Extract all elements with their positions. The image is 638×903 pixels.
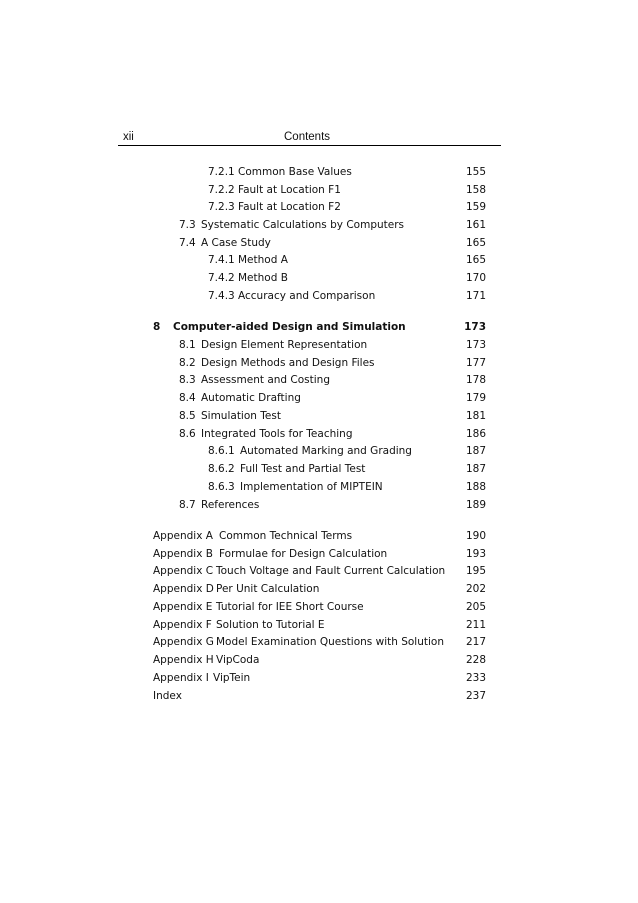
toc-entry-number: 7.4.1 xyxy=(208,254,235,266)
toc-entry-title: Method B xyxy=(238,272,288,284)
toc-entry-number: 8.7 xyxy=(179,499,196,511)
toc-appendix-entry[interactable] xyxy=(0,527,638,545)
toc-entry-title: Design Methods and Design Files xyxy=(201,357,375,369)
toc-appendix-entry[interactable] xyxy=(0,562,638,580)
toc-appendix-label: Appendix G xyxy=(153,636,214,648)
toc-appendix-entry[interactable] xyxy=(0,669,638,687)
toc-entry-title: Simulation Test xyxy=(201,410,281,422)
toc-entry-page: 165 xyxy=(465,254,486,266)
toc-entry-page: 173 xyxy=(464,321,486,333)
toc-entry-page: 173 xyxy=(465,339,486,351)
toc-entry-title: Assessment and Costing xyxy=(201,374,330,386)
toc-entry-page: 202 xyxy=(465,583,486,595)
toc-entry-title: References xyxy=(201,499,260,511)
toc-entry-page: 161 xyxy=(465,219,486,231)
toc-entry-number: 8.2 xyxy=(179,357,196,369)
toc-entry[interactable] xyxy=(0,269,638,287)
toc-appendix-entry[interactable] xyxy=(0,545,638,563)
toc-entry-title: Common Technical Terms xyxy=(219,530,353,542)
toc-entry-title: Implementation of MIPTEIN xyxy=(240,481,383,493)
toc-appendix-label: Appendix A xyxy=(153,530,213,542)
toc-appendix-entry[interactable] xyxy=(0,598,638,616)
toc-entry[interactable] xyxy=(0,354,638,372)
toc-entry-title: Fault at Location F2 xyxy=(238,201,341,213)
toc-chapter-number: 8 xyxy=(153,321,161,333)
toc-entry[interactable] xyxy=(0,460,638,478)
toc-entry-title: Automated Marking and Grading xyxy=(240,445,412,457)
toc-entry-title: Fault at Location F1 xyxy=(238,184,341,196)
toc-entry-page: 193 xyxy=(465,548,486,560)
toc-entry[interactable] xyxy=(0,371,638,389)
toc-entry-page: 181 xyxy=(465,410,486,422)
toc-entry[interactable] xyxy=(0,198,638,216)
toc-appendix-label: Appendix B xyxy=(153,548,213,560)
toc-entry-title: Touch Voltage and Fault Current Calculation xyxy=(216,565,446,577)
toc-entry-page: 179 xyxy=(465,392,486,404)
toc-entry-number: 7.4.2 xyxy=(208,272,235,284)
toc-entry-number: 7.3 xyxy=(179,219,196,231)
toc-index-label: Index xyxy=(153,690,182,702)
toc-entry-page: 165 xyxy=(465,237,486,249)
toc-entry-number: 7.2.1 xyxy=(208,166,235,178)
toc-appendix-entry[interactable] xyxy=(0,580,638,598)
toc-entry-page: 170 xyxy=(465,272,486,284)
toc-appendix-label: Appendix C xyxy=(153,565,214,577)
toc-entry-title: VipCoda xyxy=(216,654,260,666)
toc-entry-title: Method A xyxy=(238,254,288,266)
toc-entry-title: Full Test and Partial Test xyxy=(240,463,366,475)
toc-appendix-label: Appendix I xyxy=(153,672,209,684)
toc-entry-title: Solution to Tutorial E xyxy=(216,619,325,631)
toc-entry-page: 187 xyxy=(465,463,486,475)
toc-entry-page: 217 xyxy=(465,636,486,648)
toc-entry-page: 158 xyxy=(465,184,486,196)
toc-entry-number: 7.2.2 xyxy=(208,184,235,196)
toc-entry[interactable] xyxy=(0,336,638,354)
toc-entry[interactable] xyxy=(0,407,638,425)
toc-entry-number: 8.6.1 xyxy=(208,445,235,457)
toc-entry[interactable] xyxy=(0,287,638,305)
toc-entry[interactable] xyxy=(0,425,638,443)
toc-entry-title: Accuracy and Comparison xyxy=(238,290,376,302)
toc-entry-page: 233 xyxy=(465,672,486,684)
toc-appendix-entry[interactable] xyxy=(0,633,638,651)
toc-entry-title: Integrated Tools for Teaching xyxy=(201,428,353,440)
page-number: xii xyxy=(123,131,134,143)
toc-entry[interactable] xyxy=(0,234,638,252)
toc-entry-page: 177 xyxy=(465,357,486,369)
toc-entry-page: 178 xyxy=(465,374,486,386)
toc-entry-page: 171 xyxy=(465,290,486,302)
toc-chapter-entry[interactable] xyxy=(0,318,638,336)
toc-appendix-label: Appendix D xyxy=(153,583,214,595)
toc-index-entry[interactable] xyxy=(0,687,638,705)
toc-appendix-label: Appendix E xyxy=(153,601,213,613)
toc-entry-number: 7.4.3 xyxy=(208,290,235,302)
toc-entry-page: 205 xyxy=(465,601,486,613)
toc-entry-number: 7.2.3 xyxy=(208,201,235,213)
toc-chapter-title: Computer-aided Design and Simulation xyxy=(173,321,406,333)
toc-entry[interactable] xyxy=(0,442,638,460)
toc-appendix-label: Appendix H xyxy=(153,654,214,666)
toc-entry-page: 155 xyxy=(465,166,486,178)
toc-entry[interactable] xyxy=(0,389,638,407)
toc-entry-title: Systematic Calculations by Computers xyxy=(201,219,405,231)
toc-entry-page: 190 xyxy=(465,530,486,542)
toc-entry-number: 7.4 xyxy=(179,237,196,249)
toc-entry-title: A Case Study xyxy=(201,237,271,249)
toc-entry[interactable] xyxy=(0,181,638,199)
toc-entry-page: 188 xyxy=(465,481,486,493)
toc-entry-number: 8.3 xyxy=(179,374,196,386)
running-header-title: Contents xyxy=(284,131,331,143)
toc-entry-page: 195 xyxy=(465,565,486,577)
toc-entry[interactable] xyxy=(0,478,638,496)
toc-entry-title: Per Unit Calculation xyxy=(216,583,320,595)
toc-entry-title: Common Base Values xyxy=(238,166,352,178)
toc-entry-page: 187 xyxy=(465,445,486,457)
toc-appendix-label: Appendix F xyxy=(153,619,212,631)
toc-entry[interactable] xyxy=(0,216,638,234)
toc-entry-page: 186 xyxy=(465,428,486,440)
toc-entry-page: 237 xyxy=(465,690,486,702)
toc-appendix-entry[interactable] xyxy=(0,651,638,669)
toc-entry-number: 8.4 xyxy=(179,392,196,404)
toc-entry[interactable] xyxy=(0,496,638,514)
toc-entry-page: 228 xyxy=(465,654,486,666)
toc-entry[interactable] xyxy=(0,163,638,181)
toc-entry-title: VipTein xyxy=(213,672,251,684)
toc-entry-page: 189 xyxy=(465,499,486,511)
toc-entry-page: 211 xyxy=(465,619,486,631)
toc-entry-number: 8.5 xyxy=(179,410,196,422)
toc-entry-title: Formulae for Design Calculation xyxy=(219,548,388,560)
toc-entry-number: 8.6.3 xyxy=(208,481,235,493)
toc-appendix-entry[interactable] xyxy=(0,616,638,634)
toc-entry-number: 8.6.2 xyxy=(208,463,235,475)
toc-entry-number: 8.6 xyxy=(179,428,196,440)
toc-entry-title: Design Element Representation xyxy=(201,339,368,351)
toc-entry-title: Model Examination Questions with Solution xyxy=(216,636,444,648)
toc-entry-title: Tutorial for IEE Short Course xyxy=(216,601,364,613)
toc-entry-title: Automatic Drafting xyxy=(201,392,301,404)
toc-entry[interactable] xyxy=(0,251,638,269)
toc-entry-number: 8.1 xyxy=(179,339,196,351)
toc-entry-page: 159 xyxy=(465,201,486,213)
